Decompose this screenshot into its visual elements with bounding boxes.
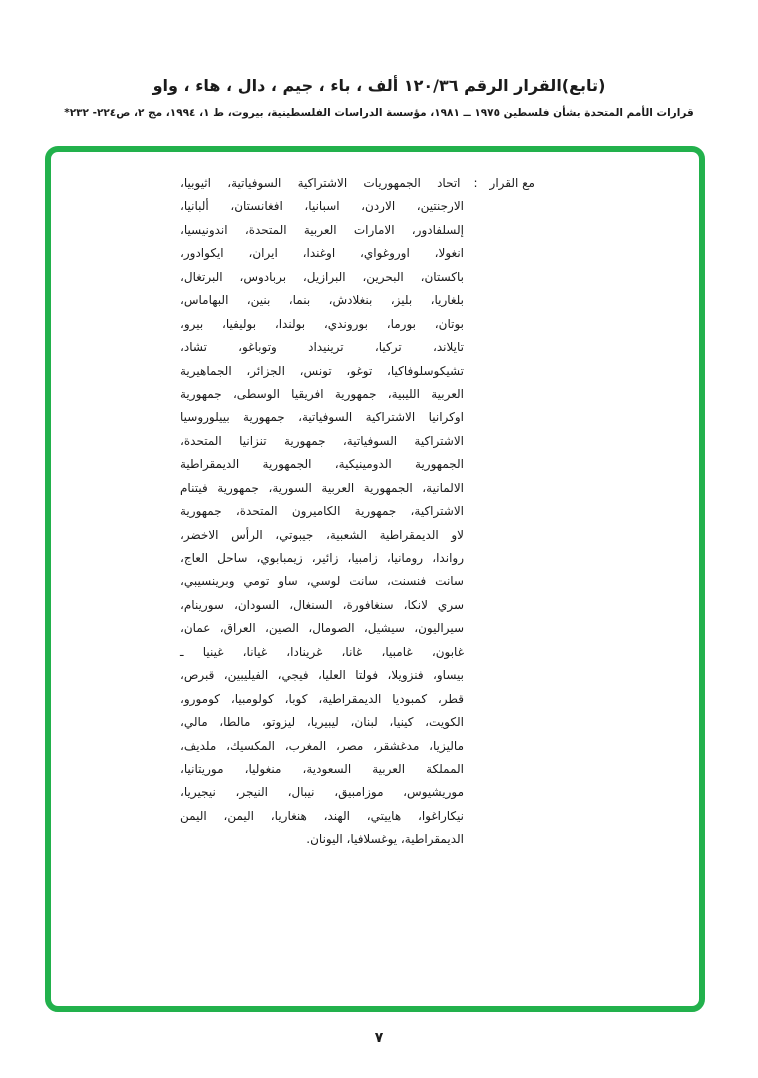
country-list-line: نيكاراغوا، هاييتي، الهند، هنغاريا، اليمن، اليمن [180,808,464,823]
country-list-line: قطر، كمبوديا الديمقراطية، كوبا، كولومبيا، كومورو، [180,691,464,706]
country-list-line: إلسلفادور، الامارات العربية المتحدة، اندونيسيا، [180,222,464,237]
source-citation: قرارات الأمم المتحدة بشأن فلسطين ١٩٧٥ ــ ١٩٨١، مؤسسة الدراسات الفلسطينية، بيروت، ط ١، ١٩٩٤، مج ٢، ص٢٢٤- ٢٣٢* [64,107,694,119]
vote-separator: : [473,176,478,190]
country-list-line: رواندا، رومانيا، زامبيا، زائير، زيمبابوي، ساحل العاج، [180,551,464,565]
country-list-line: الجمهورية الدومينيكية، الجمهورية الديمقراطية [180,457,464,472]
country-list-line: سري لانكا، سنغافورة، السنغال، السودان، سورينام، [180,597,464,612]
country-list-line: موريشيوس، موزامبيق، نيبال، النيجر، نيجيريا، [180,785,464,800]
country-list-line: ماليزيا، مدغشقر، مصر، المغرب، المكسيك، ملديف، [180,738,464,753]
vote-label-box [474,172,536,195]
country-list-line: الكويت، كينيا، لبنان، ليبيريا، ليزوتو، مالطا، مالي، [180,715,464,730]
page-title: (تابع)القرار الرقم ١٢٠/٣٦ ألف ، باء ، جيم ، دال ، هاء ، واو [152,76,606,95]
country-list-line: بيساو، فنزويلا، فولتا العليا، فيجي، الفيليبين، قبرص، [180,668,464,683]
country-list-line: المملكة العربية السعودية، منغوليا، موريتانيا، [180,761,464,776]
country-list-line: تايلاند، تركيا، ترينيداد وتوباغو، تشاد، [180,340,464,355]
country-list-line: العربية الليبية، جمهورية افريقيا الوسطى، جمهورية [180,386,464,401]
country-list-line: الاشتراكية، جمهورية الكاميرون المتحدة، جمهورية [180,504,464,519]
country-list-line: باكستان، البحرين، البرازيل، بربادوس، البرتغال، [180,269,464,284]
country-list-line: بلغاريا، بليز، بنغلادش، بنما، بنين، البهاماس، [180,293,464,308]
country-list-line: سانت فنسنت، سانت لوسي، ساو تومي وبرينسيبي، [180,574,464,589]
country-list-line: غابون، غامبيا، غانا، غرينادا، غيانا، غينيا ـ [180,644,464,659]
vote-first-line [180,172,535,195]
country-list-line: الارجنتين، الاردن، اسبانيا، افغانستان، ألبانيا، [180,199,464,214]
page-number: ٧ [374,1030,384,1046]
country-list-line: الاشتراكية السوفياتية، جمهورية تنزانيا المتحدة، [180,433,464,448]
vote-label: مع القرار [489,176,535,190]
country-list-line: الالمانية، الجمهورية العربية السورية، جمهورية فيتنام [180,480,464,495]
country-list-line: اتحاد الجمهوريات الاشتراكية السوفياتية، اثيوبيا، [180,176,461,190]
country-list-line: اوكرانيا الاشتراكية السوفياتية، جمهورية بييلوروسيا [180,410,464,425]
country-list-line: بوتان، بورما، بوروندي، بولندا، بوليفيا، بيرو، [180,316,464,331]
country-list-line: الديمقراطية، يوغسلافيا، اليونان. [306,832,464,847]
country-list-line: لاو الديمقراطية الشعبية، جيبوتي، الرأس الاخضر، [180,527,464,542]
resolution-box [45,146,705,1012]
country-list-line: انغولا، اوروغواي، اوغندا، ايران، ايكوادور، [180,246,464,261]
country-list-line: تشيكوسلوفاكيا، توغو، تونس، الجزائر، الجماهيرية [180,363,464,378]
country-list-line: سيراليون، سيشيل، الصومال، الصين، العراق، عمان، [180,621,464,636]
